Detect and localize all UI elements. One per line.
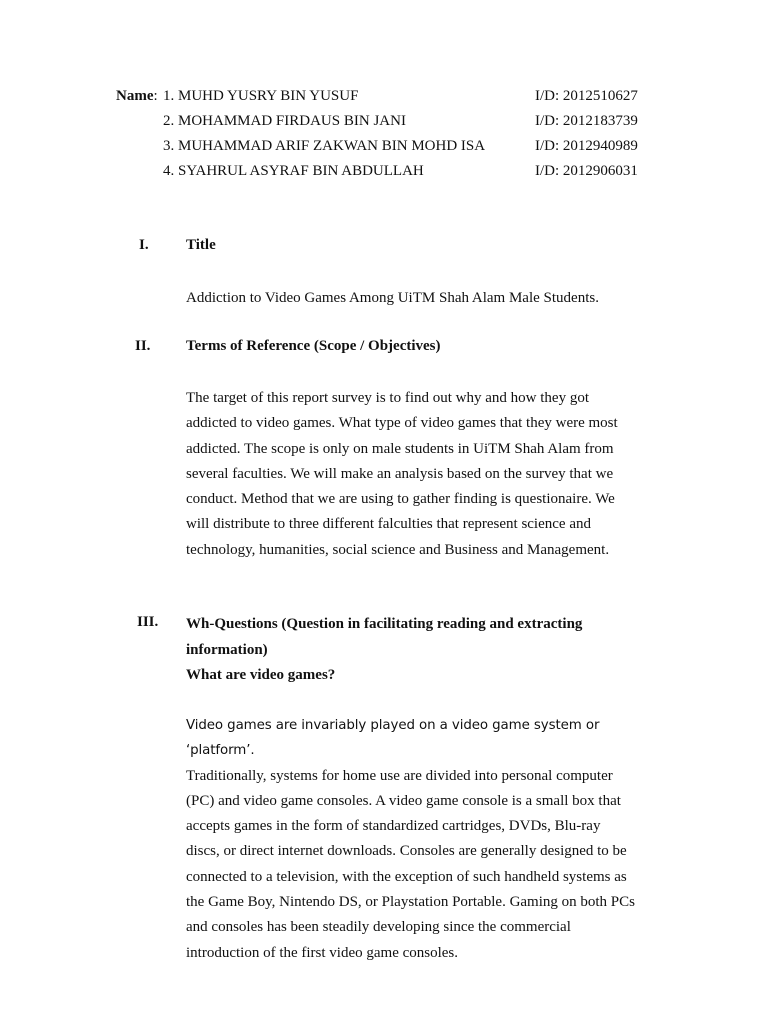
paragraph-line: addicted. The scope is only on male students in UiTM Shah Alam from [186, 440, 614, 457]
member-name: 2. MOHAMMAD FIRDAUS BIN JANI [163, 113, 406, 129]
section-heading: Title [186, 237, 216, 253]
member-row [116, 136, 676, 161]
paragraph-line: The target of this report survey is to find out why and how they got [186, 390, 589, 406]
paragraph-line: Video games are invariably played on a video game system or ‘platform’. [186, 718, 600, 759]
report-title: Addiction to Video Games Among UiTM Shah Alam Male Students. [186, 290, 599, 306]
member-id: I/D: 2012940989 [535, 138, 638, 154]
paragraph-line: Traditionally, systems for home use are divided into personal computer [186, 767, 613, 784]
paragraph-line: and consoles has been steadily developing since the commercial [186, 919, 571, 936]
paragraph-line: (PC) and video game consoles. A video game console is a small box that [186, 792, 621, 809]
paragraph-line: addicted to video games. What type of video games that they were most [186, 415, 618, 432]
terms-paragraph [186, 386, 656, 563]
name-label: Name: [116, 88, 158, 104]
member-list [116, 86, 676, 186]
section-numeral: I. [139, 237, 149, 253]
video-games-paragraph [186, 713, 656, 966]
member-name: 3. MUHAMMAD ARIF ZAKWAN BIN MOHD ISA [163, 138, 486, 154]
paragraph-line: accepts games in the form of standardized cartridges, DVDs, Blu-ray [186, 818, 601, 835]
member-row [116, 111, 676, 136]
member-id: I/D: 2012906031 [535, 163, 638, 179]
member-id: I/D: 2012510627 [535, 88, 638, 104]
member-name: 4. SYAHRUL ASYRAF BIN ABDULLAH [163, 163, 424, 179]
paragraph-line: several faculties. We will make an analysis based on the survey that we [186, 465, 614, 482]
member-row [116, 86, 676, 111]
paragraph-line: will distribute to three different falculties that represent science and [186, 516, 591, 533]
section-numeral: II. [135, 338, 151, 354]
section-heading [186, 612, 626, 689]
paragraph-line: conduct. Method that we are using to gather finding is questionaire. We [186, 491, 615, 508]
section-heading: Terms of Reference (Scope / Objectives) [186, 338, 441, 354]
member-row [116, 161, 676, 186]
subheading: What are video games? [186, 667, 336, 683]
section-numeral: III. [137, 614, 159, 630]
heading-line: Wh-Questions (Question in facilitating reading and extracting [186, 616, 583, 632]
paragraph-line: connected to a television, with the exception of such handheld systems as [186, 868, 627, 885]
member-id: I/D: 2012183739 [535, 113, 638, 129]
paragraph-line: technology, humanities, social science and Business and Management. [186, 541, 610, 558]
paragraph-line: discs, or direct internet downloads. Consoles are generally designed to be [186, 843, 627, 860]
paragraph-line: introduction of the first video game consoles. [186, 944, 459, 961]
heading-line: information) [186, 641, 268, 658]
member-name: 1. MUHD YUSRY BIN YUSUF [163, 88, 359, 104]
paragraph-line: the Game Boy, Nintendo DS, or Playstation Portable. Gaming on both PCs [186, 894, 635, 911]
